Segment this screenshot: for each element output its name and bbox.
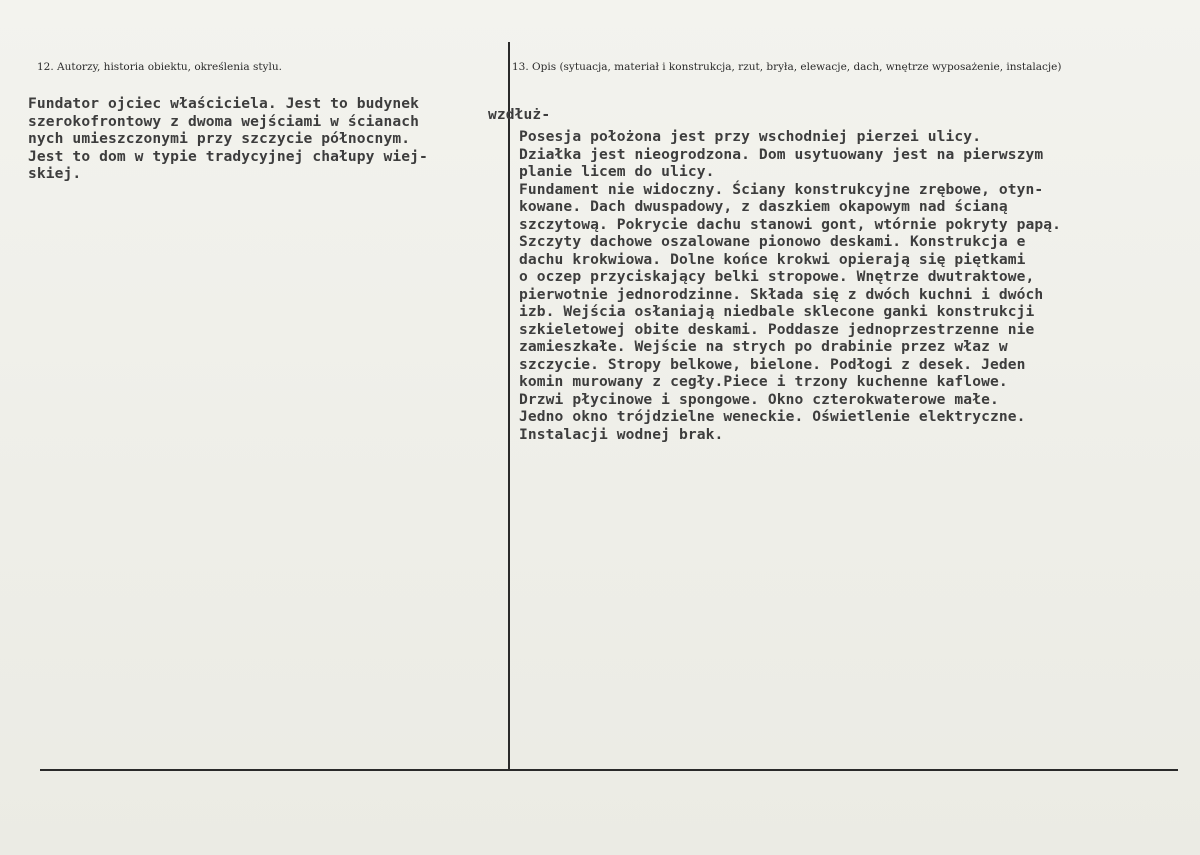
section-12-header: 12. Autorzy, historia obiektu, określenia stylu. <box>37 61 282 73</box>
authors-history-text: Fundator ojciec właściciela. Jest to budynek szerokofrontowy z dwoma wejściami w ścianach nych umieszczonymi przy szczycie północnym. Jest to dom w typie tradycyjnej chałupy wiej- skiej. <box>28 95 428 182</box>
hyphenated-overflow-word: wzdłuż- <box>488 106 551 123</box>
bottom-rule <box>40 769 1178 771</box>
section-13-header: 13. Opis (sytuacja, materiał i konstrukcja, rzut, bryła, elewacje, dach, wnętrze wyposażenie, instalacje) <box>512 61 1062 73</box>
column-divider <box>508 42 510 770</box>
description-text: Posesja położona jest przy wschodniej pierzei ulicy. Działka jest nieogrodzona. Dom usytuowany jest na pierwszym planie licem do ulicy. Fundament nie widoczny. Ściany konstrukcyjne zrębowe, otyn- kowane. Dach dwuspadowy, z daszkiem okapowym nad ścianą szczytową. Pokrycie dachu stanowi gont, wtórnie pokryty papą. Szczyty dachowe oszalowane pionowo deskami. Konstrukcja e dachu krokwiowa. Dolne końce krokwi opierają się piętkami o oczep przyciskający belki stropowe. Wnętrze dwutraktowe, pierwotnie jednorodzinne. Składa się z dwóch kuchni i dwóch izb. Wejścia osłaniają niedbale sklecone ganki konstrukcji szkieletowej obite deskami. Poddasze jednoprzestrzenne nie zamieszkałe. Wejście na strych po drabinie przez właz w szczycie. Stropy belkowe, bielone. Podłogi z desek. Jeden komin murowany z cegły.Piece i trzony kuchenne kaflowe. Drzwi płycinowe i spongowe. Okno czterokwaterowe małe. Jedno okno trójdzielne weneckie. Oświetlenie elektryczne. Instalacji wodnej brak. <box>519 128 1062 443</box>
